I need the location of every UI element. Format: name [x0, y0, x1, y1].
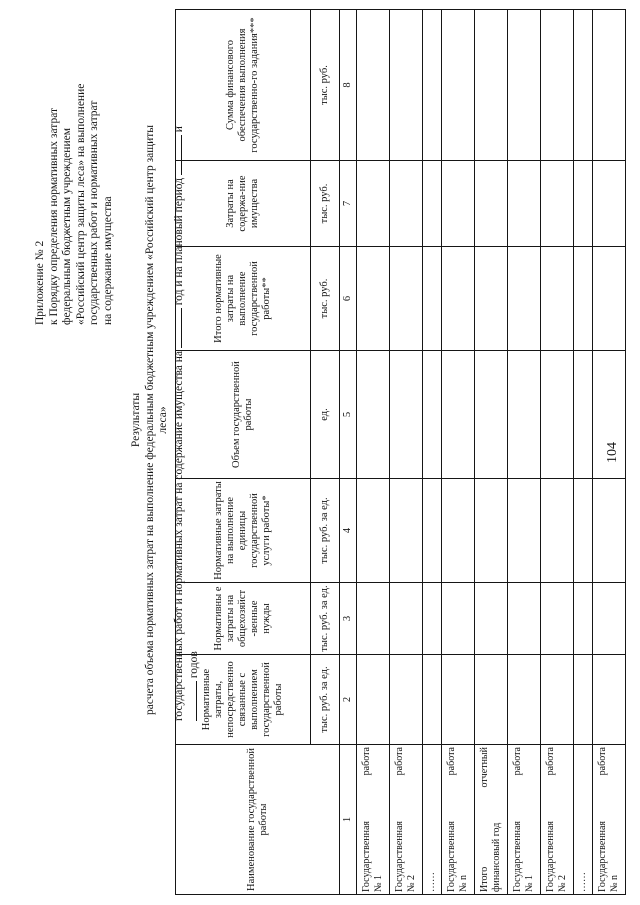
- row-name: Государственная работа № 1: [508, 745, 541, 895]
- row-name: Государственная работа № n: [442, 745, 475, 895]
- cell: [390, 479, 423, 583]
- cell: [423, 655, 442, 745]
- row-name: Государственная работа № 1: [357, 745, 390, 895]
- cell: [442, 583, 475, 655]
- cell: [541, 247, 574, 351]
- unit-cell: ед.: [311, 351, 340, 479]
- cell: [593, 583, 626, 655]
- cell: [442, 10, 475, 161]
- cell: [508, 247, 541, 351]
- cell: [574, 583, 593, 655]
- cell: [574, 479, 593, 583]
- unit-cell: тыс. руб. за ед.: [311, 655, 340, 745]
- cell: [442, 247, 475, 351]
- row-name: ……: [574, 745, 593, 895]
- cell: [357, 10, 390, 161]
- title-line-2: расчета объема нормативных затрат на выполнение федеральным бюджетным учреждением «Российский центр защиты леса»: [143, 125, 169, 715]
- cell: [541, 161, 574, 247]
- row-name: Государственная работа № 2: [541, 745, 574, 895]
- cell: [475, 655, 508, 745]
- cell: [574, 655, 593, 745]
- cell: [357, 247, 390, 351]
- appendix-line: «Российский центр защиты леса» на выполнение: [74, 83, 87, 325]
- cell: [390, 10, 423, 161]
- cell: [390, 655, 423, 745]
- cell: [593, 479, 626, 583]
- column-number: 3: [340, 583, 357, 655]
- cell: [357, 655, 390, 745]
- cell: [475, 247, 508, 351]
- cell: [442, 479, 475, 583]
- row-name: ……: [423, 745, 442, 895]
- header-property-costs: Затраты на содержа-ние имущества: [176, 161, 311, 247]
- table-row: [508, 10, 541, 895]
- title-line-3a: государственных работ и нормативных затрат на содержание имущества на: [172, 351, 185, 721]
- cell: [508, 583, 541, 655]
- cell: [593, 10, 626, 161]
- cell: [423, 479, 442, 583]
- header-financing-sum: Сумма финансового обеспечения выполнения государственно-го задания***: [176, 10, 311, 161]
- cell: [423, 583, 442, 655]
- appendix-title: Приложение № 2: [34, 240, 46, 325]
- column-number: 5: [340, 351, 357, 479]
- cell: [475, 479, 508, 583]
- table-row: [541, 10, 574, 895]
- cell: [541, 351, 574, 479]
- title-line-3c: и: [172, 126, 185, 133]
- cell: [541, 655, 574, 745]
- header-unit-costs: Нормативные затраты на выполнение единицы государственной услуги работы*: [176, 479, 311, 583]
- table-row: [390, 10, 423, 895]
- cell: [357, 583, 390, 655]
- cell: [423, 247, 442, 351]
- appendix-line: к Порядку определения нормативных затрат: [47, 107, 60, 325]
- cell: [574, 161, 593, 247]
- cell: [475, 161, 508, 247]
- table-row: [357, 10, 390, 895]
- header-direct-costs: Нормативные затраты, непосредственно связанные с выполнением государственной работы: [176, 655, 311, 745]
- cell: [508, 351, 541, 479]
- header-total-costs: Итого нормативные затраты на выполнение государственной работы**: [176, 247, 311, 351]
- cell: [423, 161, 442, 247]
- appendix-line: государственных работ и нормативных затрат: [88, 100, 100, 325]
- column-number: 1: [340, 745, 357, 895]
- cell: [442, 351, 475, 479]
- title-results: Результаты: [130, 392, 142, 448]
- cell: [442, 655, 475, 745]
- table-row: [593, 10, 626, 895]
- column-number: 7: [340, 161, 357, 247]
- cell: [475, 583, 508, 655]
- cell: [357, 351, 390, 479]
- unit-cell: тыс. руб.: [311, 161, 340, 247]
- cell: [593, 247, 626, 351]
- header-volume: Объем государственной работы: [176, 351, 311, 479]
- row-name: Государственная работа № n: [593, 745, 626, 895]
- cell: [423, 351, 442, 479]
- cell: [442, 161, 475, 247]
- title-line-3d: годов: [188, 651, 200, 679]
- cell: [475, 351, 508, 479]
- unit-cell: тыс. руб. за ед.: [311, 583, 340, 655]
- unit-cell: тыс. руб.: [311, 247, 340, 351]
- table-row: [442, 10, 475, 895]
- table-row: [423, 10, 442, 895]
- cell: [357, 479, 390, 583]
- results-table: [172, 9, 626, 895]
- cell: [508, 655, 541, 745]
- cell: [541, 583, 574, 655]
- table-row: [574, 10, 593, 895]
- cell: [574, 351, 593, 479]
- table-row-total: [475, 10, 508, 895]
- cell: [593, 161, 626, 247]
- row-name: Государственная работа № 2: [390, 745, 423, 895]
- row-name: Итого отчетный финансовый год: [475, 745, 508, 895]
- cell: [593, 351, 626, 479]
- page-number: 104: [605, 442, 620, 463]
- cell: [475, 10, 508, 161]
- appendix-line: на содержание имущества: [101, 196, 114, 325]
- cell: [390, 161, 423, 247]
- column-number: 4: [340, 479, 357, 583]
- title-line-3b: год и на плановый период: [172, 177, 185, 306]
- cell: [593, 655, 626, 745]
- header-work-name: Наименование государственной работы: [176, 745, 340, 895]
- cell: [574, 247, 593, 351]
- cell: [508, 479, 541, 583]
- cell: [390, 247, 423, 351]
- cell: [390, 351, 423, 479]
- cell: [541, 10, 574, 161]
- unit-cell: тыс. руб.: [311, 10, 340, 161]
- cell: [574, 10, 593, 161]
- cell: [357, 161, 390, 247]
- unit-cell: тыс. руб. за ед.: [311, 479, 340, 583]
- column-number: 2: [340, 655, 357, 745]
- cell: [541, 479, 574, 583]
- column-number: 8: [340, 10, 357, 161]
- column-number: 6: [340, 247, 357, 351]
- header-general-costs: Нормативны е затраты на общехозяйст -венные нужды: [176, 583, 311, 655]
- cell: [423, 10, 442, 161]
- cell: [390, 583, 423, 655]
- appendix-note: [34, 5, 115, 325]
- cell: [508, 161, 541, 247]
- cell: [508, 10, 541, 161]
- appendix-line: федеральным бюджетным учреждением: [61, 128, 73, 325]
